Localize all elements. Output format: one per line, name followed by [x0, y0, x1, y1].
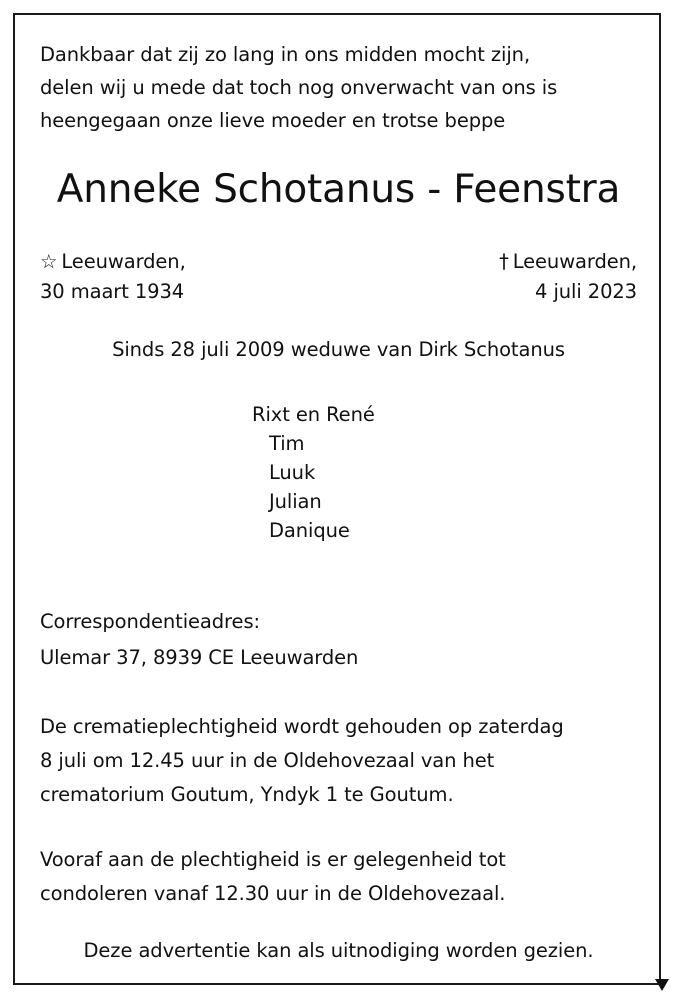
condolence-line: Vooraf aan de plechtigheid is er gelegenheid tot — [40, 848, 506, 871]
family-child: Danique — [269, 519, 350, 542]
birth-place: Leeuwarden, — [61, 250, 186, 273]
family-child: Julian — [269, 490, 322, 513]
family-child: Luuk — [269, 461, 316, 484]
birth-date: 30 maart 1934 — [40, 280, 185, 303]
widow-line: Sinds 28 juli 2009 weduwe van Dirk Schotanus — [112, 338, 565, 361]
death-date: 4 juli 2023 — [535, 280, 637, 303]
cross-icon: † — [499, 250, 509, 273]
intro-line: delen wij u mede dat toch nog onverwacht van ons is — [40, 76, 558, 99]
cremation-block — [40, 710, 564, 812]
family-child: Tim — [269, 432, 305, 455]
correspondence-label: Correspondentieadres: — [40, 610, 260, 633]
deceased-name: Anneke Schotanus - Feenstra — [56, 167, 621, 212]
family-list — [252, 400, 375, 545]
star-icon: ☆ — [40, 250, 58, 273]
scroll-down-arrow-icon[interactable] — [655, 979, 669, 991]
invitation-note: Deze advertentie kan als uitnodiging worden gezien. — [83, 939, 594, 962]
death-place: Leeuwarden, — [512, 250, 637, 273]
intro-line: Dankbaar dat zij zo lang in ons midden mocht zijn, — [40, 43, 531, 66]
intro-line: heengegaan onze lieve moeder en trotse beppe — [40, 109, 506, 132]
cremation-line: 8 juli om 12.45 uur in de Oldehovezaal van het — [40, 749, 495, 772]
birth-info — [40, 247, 186, 307]
death-info — [499, 247, 637, 307]
family-parents: Rixt en René — [252, 403, 375, 426]
condolence-line: condoleren vanaf 12.30 uur in de Oldehovezaal. — [40, 882, 506, 905]
cremation-line: De crematieplechtigheid wordt gehouden op zaterdag — [40, 715, 564, 738]
intro-text — [40, 38, 557, 137]
correspondence-block — [40, 604, 358, 676]
condolence-block — [40, 843, 506, 911]
correspondence-address: Ulemar 37, 8939 CE Leeuwarden — [40, 646, 359, 669]
cremation-line: crematorium Goutum, Yndyk 1 te Goutum. — [40, 783, 454, 806]
